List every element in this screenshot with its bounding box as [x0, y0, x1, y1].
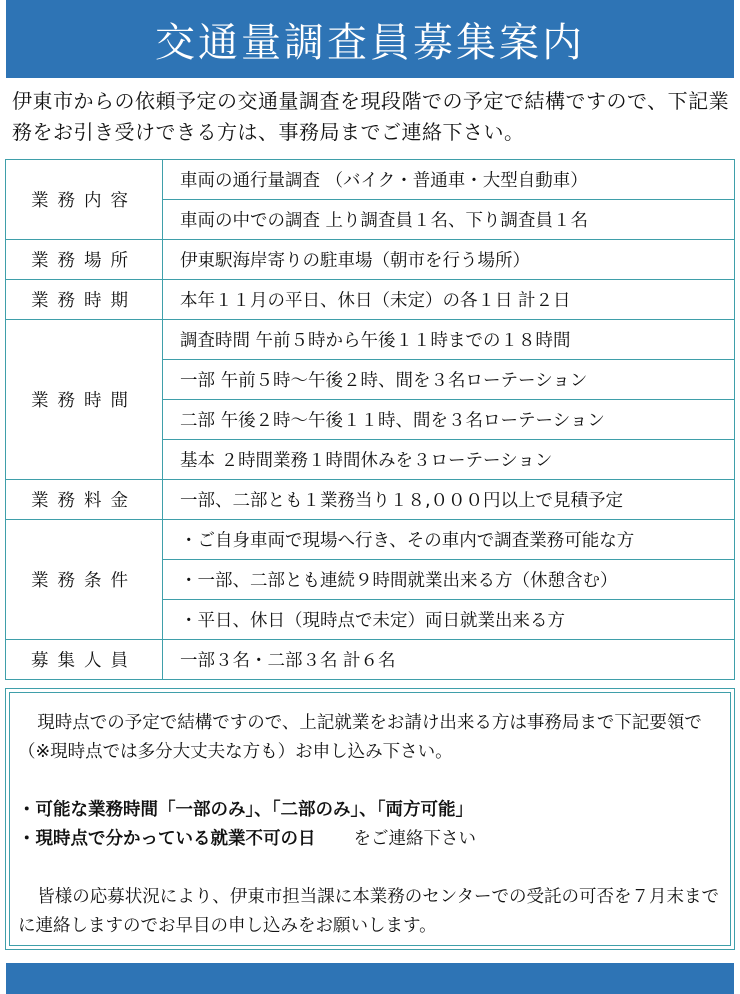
label-work-conditions: 業務条件 — [6, 520, 163, 640]
notice-paragraph: 皆様の応募状況により、伊東市担当課に本業務のセンターでの受託の可否を７月末までに連絡しますのでお早目の申し込みをお願いします。 — [18, 887, 720, 936]
table-row — [6, 320, 735, 360]
work-conditions-line: ・平日、休日（現時点で未定）両日就業出来る方 — [163, 600, 735, 640]
spacer — [18, 767, 722, 796]
label-work-place: 業務場所 — [6, 240, 163, 280]
work-hours-line: 二部 午後２時～午後１１時、間を３名ローテーション — [163, 400, 735, 440]
table-row — [6, 160, 735, 200]
work-content-line: 車両の通行量調査 （バイク・普通車・大型自動車） — [163, 160, 735, 200]
job-details-table — [5, 159, 735, 680]
notice-bullet-suffix: をご連絡下さい — [353, 829, 476, 849]
page-title: 交通量調査員募集案内 — [155, 19, 585, 66]
label-work-fee: 業務料金 — [6, 480, 163, 520]
work-fee-value: 一部、二部とも１業務当り１８,０００円以上で見積予定 — [163, 480, 735, 520]
work-content-line: 車両の中での調査 上り調査員１名、下り調査員１名 — [163, 200, 735, 240]
application-notice-inner — [9, 692, 731, 946]
spacer — [18, 854, 722, 883]
table-row — [6, 280, 735, 320]
notice-paragraph: 現時点での予定で結構ですので、上記就業をお請け出来る方は事務局まで下記要領で（※現時点では多分大丈夫な方も）お申し込み下さい。 — [18, 713, 702, 762]
recruitment-value: 一部３名・二部３名 計６名 — [163, 640, 735, 680]
work-period-value: 本年１１月の平日、休日（未定）の各１日 計２日 — [163, 280, 735, 320]
notice-bullet-hours: ・可能な業務時間「一部のみ」、「二部のみ」、「両方可能」 — [18, 800, 473, 820]
title-banner — [6, 0, 734, 78]
label-work-content: 業務内容 — [6, 160, 163, 240]
label-work-period: 業務時期 — [6, 280, 163, 320]
table-row — [6, 240, 735, 280]
table-row — [6, 480, 735, 520]
work-conditions-line: ・ご自身車両で現場へ行き、その車内で調査業務可能な方 — [163, 520, 735, 560]
work-conditions-line: ・一部、二部とも連続９時間就業出来る方（休憩含む） — [163, 560, 735, 600]
notice-bullet-unavailable-text: ・現時点で分かっている就業不可の日 — [18, 829, 316, 849]
application-notice-box — [5, 688, 735, 950]
table-row — [6, 520, 735, 560]
intro-text: 伊東市からの依頼予定の交通量調査を現段階での予定で結構ですので、下記業務をお引き受けできる方は、事務局までご連絡下さい。 — [12, 89, 730, 144]
work-place-value: 伊東駅海岸寄りの駐車場（朝市を行う場所） — [163, 240, 735, 280]
work-hours-line: 基本 ２時間業務１時間休みを３ローテーション — [163, 440, 735, 480]
table-row — [6, 640, 735, 680]
work-hours-line: 調査時間 午前５時から午後１１時までの１８時間 — [163, 320, 735, 360]
footer-bar — [6, 963, 734, 994]
label-work-hours: 業務時間 — [6, 320, 163, 480]
label-recruitment: 募集人員 — [6, 640, 163, 680]
notice-bullet-unavailable-days — [18, 825, 722, 854]
work-hours-line: 一部 午前５時～午後２時、間を３名ローテーション — [163, 360, 735, 400]
